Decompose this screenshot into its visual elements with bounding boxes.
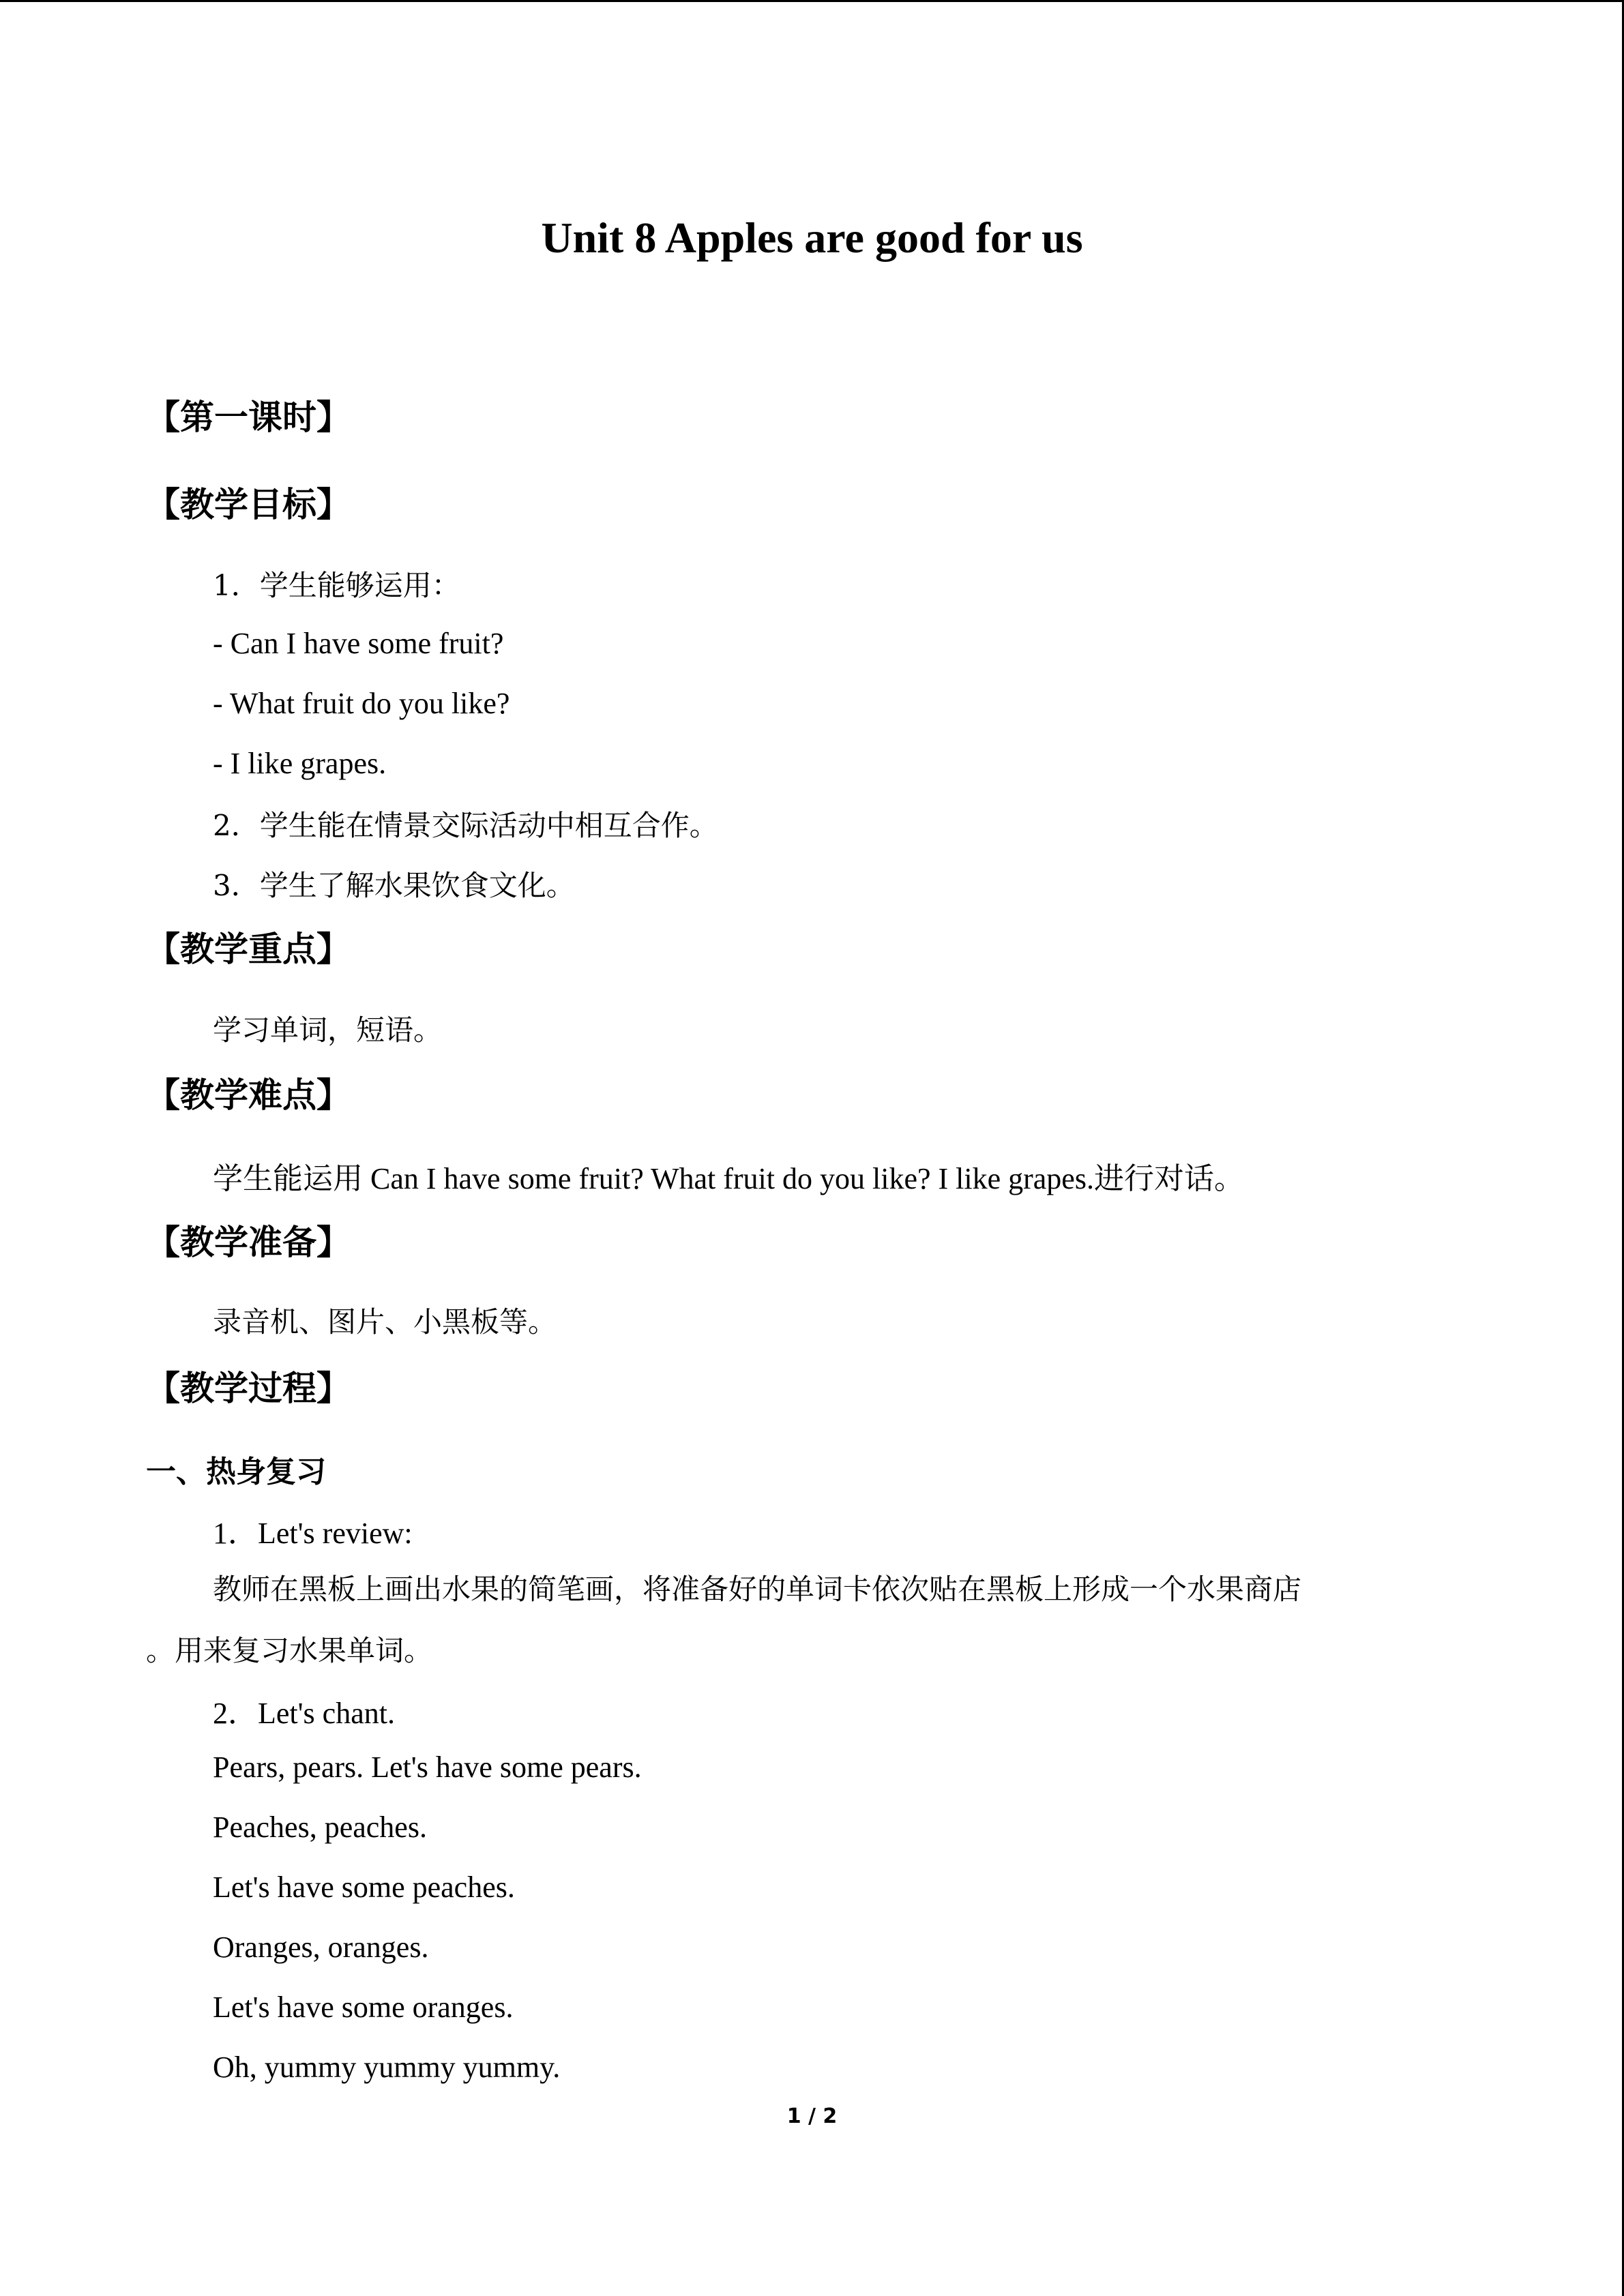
dialog-line-2: - What fruit do you like?	[213, 687, 510, 720]
objective-item-1: 1．学生能够运用：	[213, 569, 460, 602]
objective-item-2: 2．学生能在情景交际活动中相互合作。	[213, 809, 718, 842]
section-warmup: 一、热身复习	[146, 1455, 326, 1489]
chant-line: Let's have some peaches.	[213, 1870, 515, 1904]
dialog-line-1: - Can I have some fruit?	[213, 627, 504, 660]
chant-line: Oranges, oranges.	[213, 1930, 429, 1964]
step-review: 1．Let's review:	[213, 1517, 413, 1550]
key-points-heading: 【教学重点】	[146, 929, 351, 969]
objective-item-3: 3．学生了解水果饮食文化。	[213, 869, 575, 902]
difficulties-text: 学生能运用 Can I have some fruit? What fruit do you like? I like grapes.进行对话。	[213, 1162, 1244, 1195]
chant-line: Peaches, peaches.	[213, 1810, 427, 1844]
document-title: Unit 8 Apples are good for us	[541, 213, 1083, 262]
chant-line: Pears, pears. Let's have some pears.	[213, 1750, 642, 1784]
page-border-top	[0, 0, 1624, 2]
key-points-text: 学习单词，短语。	[213, 1013, 443, 1047]
objectives-heading: 【教学目标】	[146, 485, 351, 524]
preparation-text: 录音机、图片、小黑板等。	[213, 1305, 557, 1339]
step-review-desc-line-2: 。用来复习水果单词。	[146, 1634, 433, 1667]
chant-line: Let's have some oranges.	[213, 1991, 514, 2024]
dialog-line-3: - I like grapes.	[213, 747, 387, 780]
preparation-heading: 【教学准备】	[146, 1223, 351, 1262]
step-review-desc-line-1: 教师在黑板上画出水果的简笔画，将准备好的单词卡依次贴在黑板上形成一个水果商店	[213, 1572, 1302, 1606]
step-chant: 2．Let's chant.	[213, 1697, 395, 1730]
process-heading: 【教学过程】	[146, 1369, 351, 1408]
chant-line: Oh, yummy yummy yummy.	[213, 2051, 561, 2084]
difficulties-heading: 【教学难点】	[146, 1075, 351, 1115]
page-number: 1 / 2	[786, 2104, 838, 2128]
lesson-label: 【第一课时】	[146, 398, 351, 437]
